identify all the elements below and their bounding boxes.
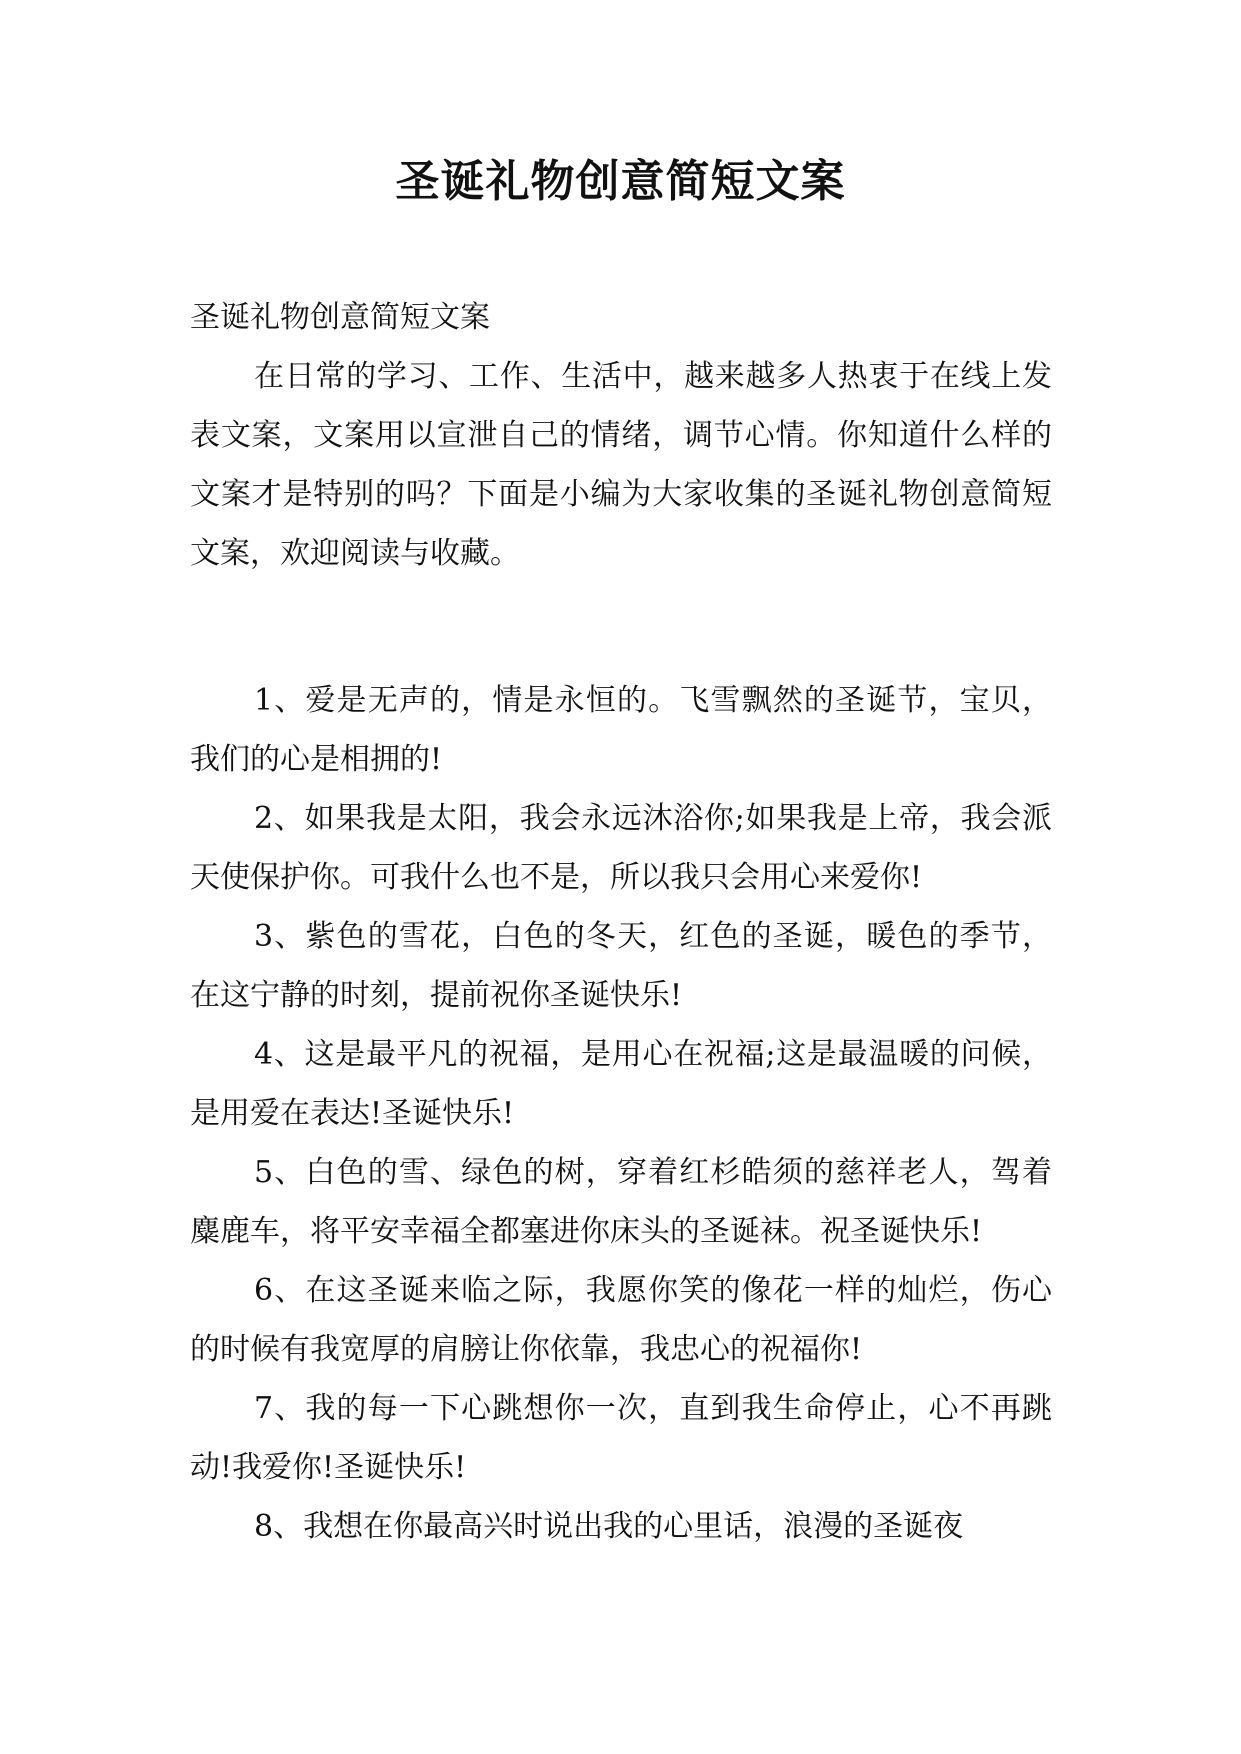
intro-paragraph: 在日常的学习、工作、生活中，越来越多人热衷于在线上发表文案，文案用以宣泄自己的情绪，调节心情。你知道什么样的文案才是特别的吗？下面是小编为大家收集的圣诞礼物创意简短文案，欢迎阅读与收藏。 bbox=[190, 359, 1052, 571]
paragraph-spacer bbox=[190, 583, 1052, 671]
list-item-7: 7、我的每一下心跳想你一次，直到我生命停止，心不再跳动!我爱你!圣诞快乐! bbox=[190, 1391, 1052, 1485]
list-item-8: 8、我想在你最高兴时说出我的心里话，浪漫的圣诞夜 bbox=[254, 1509, 964, 1544]
list-item-5: 5、白色的雪、绿色的树，穿着红杉皓须的慈祥老人，驾着麋鹿车，将平安幸福全都塞进你床头的圣诞袜。祝圣诞快乐! bbox=[190, 1155, 1052, 1249]
document-body bbox=[190, 288, 1052, 1556]
list-item-4: 4、这是最平凡的祝福，是用心在祝福;这是最温暖的问候，是用爱在表达!圣诞快乐! bbox=[190, 1037, 1052, 1131]
list-item-3: 3、紫色的雪花，白色的冬天，红色的圣诞，暖色的季节，在这宁静的时刻，提前祝你圣诞快乐! bbox=[190, 919, 1052, 1013]
list-item-1: 1、爱是无声的，情是永恒的。飞雪飘然的圣诞节，宝贝，我们的心是相拥的! bbox=[190, 683, 1052, 777]
document-title: 圣诞礼物创意简短文案 bbox=[395, 156, 846, 207]
list-item-2: 2、如果我是太阳，我会永远沐浴你;如果我是上帝，我会派天使保护你。可我什么也不是，所以我只会用心来爱你! bbox=[190, 801, 1052, 895]
document-subtitle: 圣诞礼物创意简短文案 bbox=[190, 300, 490, 335]
list-item-6: 6、在这圣诞来临之际，我愿你笑的像花一样的灿烂，伤心的时候有我宽厚的肩膀让你依靠，我忠心的祝福你! bbox=[190, 1273, 1052, 1367]
